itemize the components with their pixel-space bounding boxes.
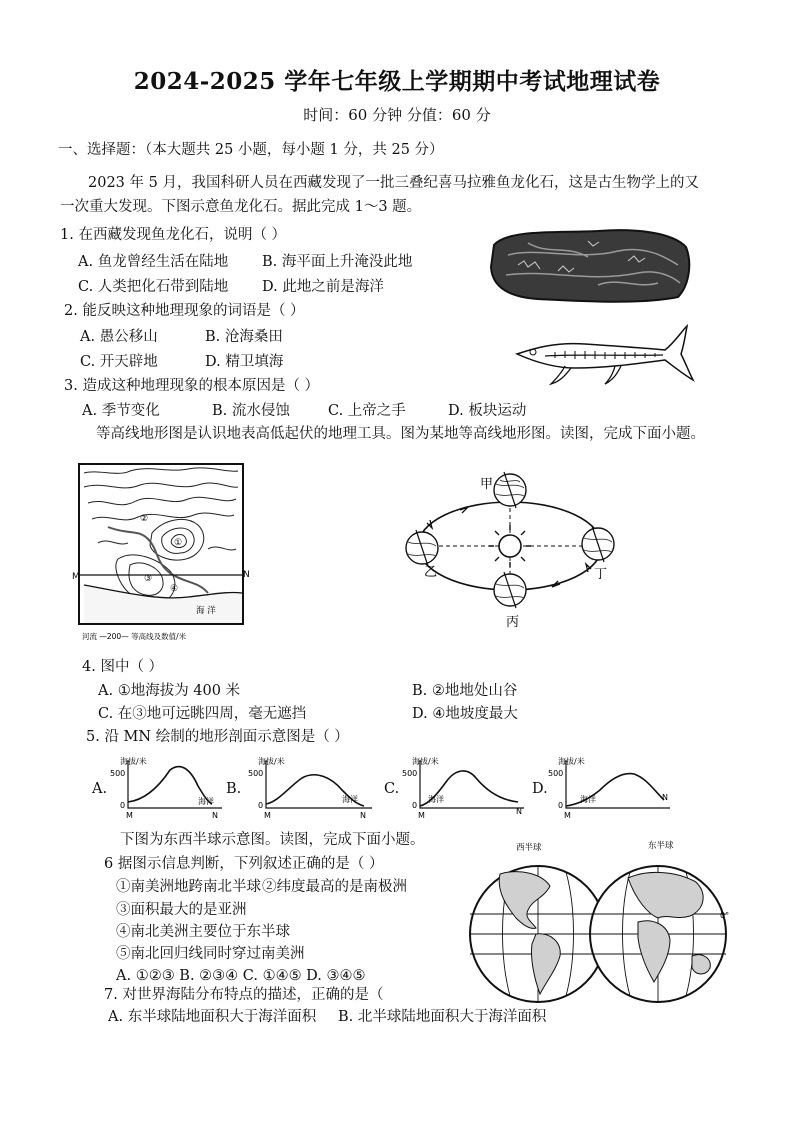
- contour-map: [72, 463, 250, 643]
- option-d: D. 此地之前是海洋: [262, 279, 384, 295]
- question-stem: 4. 图中（ ）: [82, 659, 164, 675]
- profile-sea: 海洋: [580, 795, 596, 804]
- question-options: A. ①②③ B. ②③④ C. ①④⑤ D. ③④⑤: [116, 968, 366, 984]
- orbit-label-bing: 丙: [506, 615, 520, 630]
- option-b: B. ②地地处山谷: [412, 683, 518, 699]
- option-a: A. 季节变化: [82, 403, 160, 419]
- earth-orbit-diagram: [400, 468, 620, 628]
- map-point-3: ③: [144, 574, 153, 584]
- profile-n: N: [516, 807, 522, 816]
- map-legend: 河流 —200— 等高线及数值/米: [82, 632, 187, 641]
- map-label-sea: 海 洋: [196, 606, 216, 616]
- question-stem: 2. 能反映这种地理现象的词语是（ ）: [64, 303, 305, 319]
- profile-zero: 0: [412, 801, 418, 810]
- profile-zero: 0: [558, 801, 564, 810]
- profile-d: [546, 756, 676, 820]
- option-a: A. 鱼龙曾经生活在陆地: [78, 254, 229, 270]
- option-c: C. 上帝之手: [328, 403, 406, 419]
- profile-ymax: 500: [402, 769, 418, 778]
- profile-ylabel: 海拔/米: [120, 757, 147, 766]
- statement-2: ②纬度最高的是南极洲: [262, 879, 407, 895]
- statement-1: ①南美洲地跨南北半球: [116, 879, 261, 895]
- intro-text: 下图为东西半球示意图。读图，完成下面小题。: [120, 832, 425, 848]
- map-label-n: N: [243, 570, 250, 580]
- exam-info: 时间：60 分钟 分值：60 分: [303, 106, 491, 124]
- hemispheres-map: [470, 838, 730, 1018]
- profile-ylabel: 海拔/米: [258, 757, 285, 766]
- intro-text: 一次重大发现。下图示意鱼龙化石。据此完成 1～3 题。: [60, 199, 422, 215]
- option-a: A. ①地海拔为 400 米: [98, 683, 241, 699]
- option-a: A. 愚公移山: [80, 329, 158, 345]
- profile-m: M: [126, 811, 133, 820]
- orbit-label-jia: 甲: [480, 477, 494, 492]
- map-label-m: M: [72, 572, 80, 582]
- profile-sea: 海洋: [428, 795, 444, 804]
- intro-text: 等高线地形图是认识地表高低起伏的地理工具。图为某地等高线地形图。读图，完成下面小题。: [96, 426, 705, 442]
- map-point-1: ①: [174, 538, 183, 548]
- fossil-rock-image: [488, 225, 693, 305]
- profile-b: [246, 756, 376, 820]
- statement-4: ④南北美洲主要位于东半球: [116, 924, 290, 940]
- hemi-label-west: 西半球: [516, 843, 542, 853]
- map-point-2: ②: [140, 514, 149, 524]
- exam-title: 2024-2025 学年七年级上学期期中考试地理试卷: [133, 68, 661, 95]
- statement-3: ③面积最大的是亚洲: [116, 902, 247, 918]
- ichthyosaur-skeleton-image: [515, 322, 695, 387]
- option-b: B. 沧海桑田: [205, 329, 283, 345]
- profile-sea: 海洋: [198, 797, 214, 806]
- map-point-4: ④: [170, 584, 179, 594]
- profile-ylabel: 海拔/米: [412, 757, 439, 766]
- profile-zero: 0: [258, 801, 264, 810]
- profile-a: [108, 756, 226, 820]
- profile-ylabel: 海拔/米: [558, 757, 585, 766]
- question-stem: 3. 造成这种地理现象的根本原因是（ ）: [64, 378, 320, 394]
- section-heading: 一、选择题：（本大题共 25 小题，每小题 1 分，共 25 分）: [58, 142, 444, 158]
- profile-label-c: C.: [384, 781, 400, 797]
- profile-n: N: [662, 793, 668, 802]
- profile-label-a: A.: [92, 781, 108, 797]
- profile-m: M: [264, 811, 271, 820]
- profile-zero: 0: [120, 801, 126, 810]
- option-b: B. 流水侵蚀: [212, 403, 290, 419]
- profile-sea: 海洋: [342, 795, 358, 804]
- option-b: B. 海平面上升淹没此地: [262, 254, 413, 270]
- profile-n: N: [212, 811, 218, 820]
- orbit-label-ding: 丁: [594, 567, 608, 582]
- question-stem: 1. 在西藏发现鱼龙化石，说明（ ）: [60, 227, 287, 243]
- hemi-label-east: 东半球: [648, 841, 674, 851]
- option-d: D. 板块运动: [448, 403, 527, 419]
- option-c: C. 在③地可远眺四周，毫无遮挡: [98, 706, 307, 722]
- option-c: C. 开天辟地: [80, 354, 158, 370]
- profile-m: M: [418, 811, 425, 820]
- profile-label-b: B.: [226, 781, 242, 797]
- profile-c: [400, 756, 530, 820]
- hemi-label-zero: 0°: [720, 911, 730, 920]
- profile-label-d: D.: [532, 781, 548, 797]
- profile-ymax: 500: [110, 769, 126, 778]
- question-stem: 7. 对世界海陆分布特点的描述，正确的是（: [104, 987, 384, 1003]
- orbit-label-yi: 乙: [424, 565, 438, 580]
- profile-ymax: 500: [248, 769, 264, 778]
- question-stem: 6 据图示信息判断，下列叙述正确的是（ ）: [104, 856, 384, 872]
- intro-text: 2023 年 5 月，我国科研人员在西藏发现了一批三叠纪喜马拉雅鱼龙化石，这是古生物学上的又: [88, 175, 699, 191]
- statement-5: ⑤南北回归线同时穿过南美洲: [116, 946, 305, 962]
- option-d: D. 精卫填海: [205, 354, 284, 370]
- question-stem: 5. 沿 MN 绘制的地形剖面示意图是（ ）: [86, 729, 349, 745]
- option-d: D. ④地坡度最大: [412, 706, 518, 722]
- option-a: A. 东半球陆地面积大于海洋面积: [108, 1009, 317, 1025]
- profile-m: M: [564, 811, 571, 820]
- option-c: C. 人类把化石带到陆地: [78, 279, 229, 295]
- option-b: B. 北半球陆地面积大于海洋面积: [338, 1009, 547, 1025]
- profile-ymax: 500: [548, 769, 564, 778]
- profile-n: N: [360, 811, 366, 820]
